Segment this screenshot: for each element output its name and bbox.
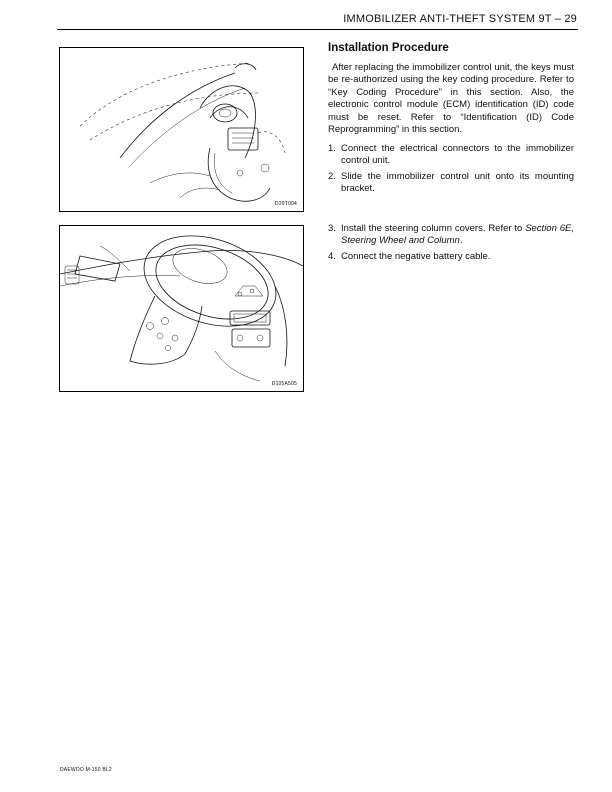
page-footer: DAEWOO M-150 BL2 <box>60 767 112 773</box>
section-title: Installation Procedure <box>328 42 449 54</box>
step-item <box>328 171 574 196</box>
section-reference: Section 6E, Steering Wheel and Column <box>341 223 574 247</box>
illustration-dashboard <box>60 226 303 391</box>
step-text: Connect the electrical connectors to the immobilizer control unit. <box>341 143 574 167</box>
step-number: 1. <box>328 143 336 154</box>
step-item <box>328 251 574 263</box>
step-text: Connect the negative battery cable. <box>341 250 491 262</box>
step-number: 3. <box>328 223 336 234</box>
illustration-steering-column <box>60 48 303 211</box>
figure-code: D105A505 <box>271 381 297 387</box>
page-header: IMMOBILIZER ANTI-THEFT SYSTEM 9T – 29 <box>343 13 577 25</box>
figure-immobilizer-unit <box>59 47 304 212</box>
step-item <box>328 223 574 248</box>
figure-steering-column-cover <box>59 225 304 392</box>
intro-paragraph: After replacing the immobilizer control unit, the keys must be re-authorized using the key coding procedure. Refer to “Key Coding Procedure” in this section. Also, the electronic control module (ECM) identification (ID) code must be reset. Refer to “Identification (ID) Code Reprogramming” in this section. <box>328 62 574 136</box>
step-text: Install the steering column covers. Refer to <box>341 223 526 234</box>
step-number: 4. <box>328 250 336 262</box>
steps-list-2 <box>328 223 574 266</box>
header-rule <box>57 29 578 30</box>
figure-code: D29T004 <box>275 201 297 207</box>
steps-list-1 <box>328 143 574 199</box>
step-text: Slide the immobilizer control unit onto its mounting bracket. <box>341 170 574 195</box>
step-text-end: . <box>459 235 463 247</box>
step-number: 2. <box>328 170 336 182</box>
step-item <box>328 143 574 168</box>
